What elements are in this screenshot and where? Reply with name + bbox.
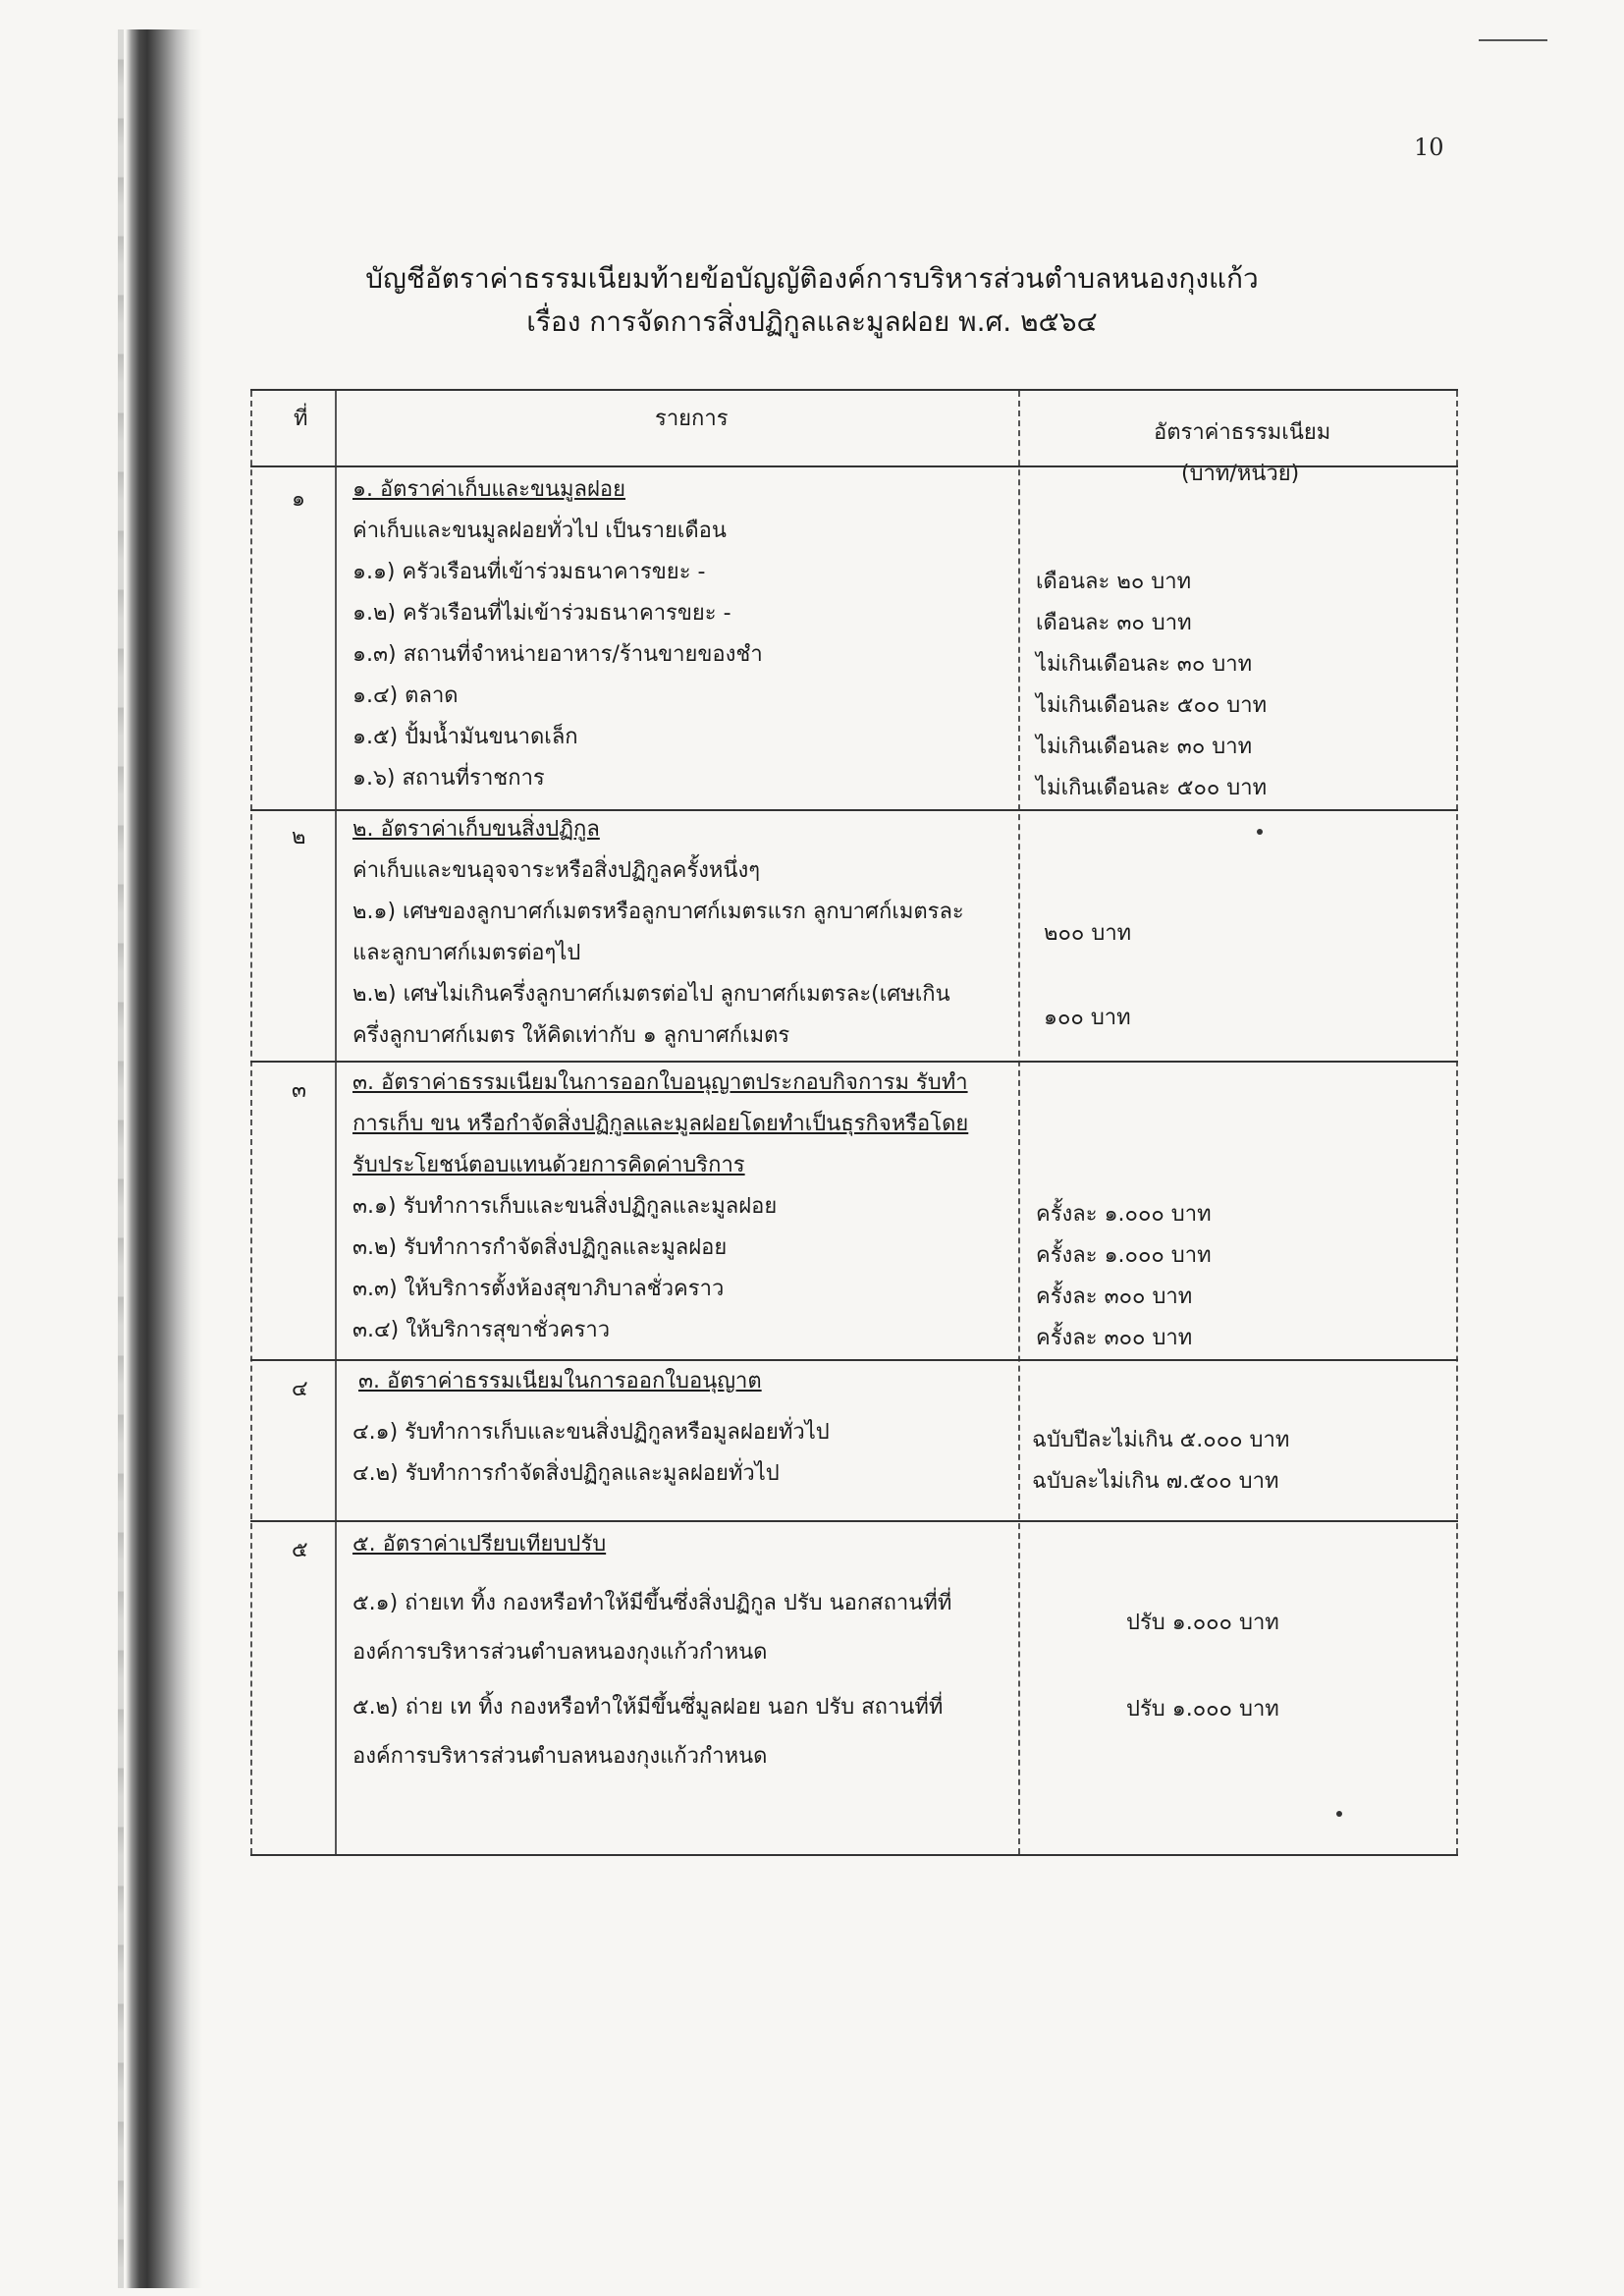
list-item: ๒.๑) เศษของลูกบาศก์เมตรหรือลูกบาศก์เมตรแรก ลูกบาศก์เมตรละ [352, 900, 964, 924]
list-item: ๑.๓) สถานที่จำหน่ายอาหาร/ร้านขายของชำ [352, 642, 763, 667]
list-item: ๔.๒) รับทำการกำจัดสิ่งปฏิกูลและมูลฝอยทั่วไป [352, 1461, 780, 1486]
rate-value: ครั้งละ ๓๐๐ บาท [1036, 1326, 1193, 1350]
page-number: 10 [1414, 134, 1444, 161]
section-title: รับประโยชน์ตอบแทนด้วยการคิดค่าบริการ [352, 1153, 745, 1177]
scan-speck [1336, 1811, 1342, 1817]
section-title: ๓. อัตราค่าธรรมเนียมในการออกใบอนุญาตประกอบกิจการม รับทำ [352, 1070, 968, 1095]
list-item: ๑.๑) ครัวเรือนที่เข้าร่วมธนาคารขยะ - [352, 560, 706, 584]
rate-value: ๑๐๐ บาท [1044, 1006, 1131, 1030]
list-item: ๓.๑) รับทำการเก็บและขนสิ่งปฏิกูลและมูลฝอย [352, 1194, 778, 1219]
rate-value: ครั้งละ ๓๐๐ บาท [1036, 1285, 1193, 1309]
header-item: รายการ [655, 407, 729, 431]
list-item: ๕.๒) ถ่าย เท ทิ้ง กองหรือทำให้มีขึ้นซึ่มูลฝอย นอก ปรับ สถานที่ที่ [352, 1695, 944, 1720]
row-number: ๓ [292, 1078, 307, 1103]
rate-value: ไม่เกินเดือนละ ๕๐๐ บาท [1036, 693, 1268, 718]
rate-value: ปรับ ๑.๐๐๐ บาท [1126, 1611, 1279, 1635]
rate-value: ฉบับปีละไม่เกิน ๕.๐๐๐ บาท [1032, 1428, 1290, 1452]
scan-binding-edge [126, 29, 202, 2288]
column-divider-no [335, 391, 337, 1854]
column-divider-rate [1018, 391, 1020, 1854]
list-item: ๓.๓) ให้บริการตั้งห้องสุขาภิบาลชั่วคราว [352, 1277, 725, 1301]
list-item: ๑.๖) สถานที่ราชการ [352, 766, 545, 791]
document-title: บัญชีอัตราค่าธรรมเนียมท้ายข้อบัญญัติองค์การบริหารส่วนตำบลหนองกุงแก้ว [365, 262, 1259, 295]
row-number: ๒ [292, 825, 306, 849]
table-border-left [250, 391, 252, 1854]
rate-value: ฉบับละไม่เกิน ๗.๕๐๐ บาท [1032, 1469, 1279, 1494]
section-title: ๕. อัตราค่าเปรียบเทียบปรับ [352, 1532, 607, 1557]
table-border-right [1456, 391, 1458, 1854]
list-item: ๑.๕) ปั้มน้ำมันขนาดเล็ก [352, 725, 578, 749]
header-rate-unit: (บาท/หน่วย) [1181, 462, 1300, 486]
section-title: ๑. อัตราค่าเก็บและขนมูลฝอย [352, 477, 626, 502]
list-item: ๓.๒) รับทำการกำจัดสิ่งปฏิกูลและมูลฝอย [352, 1235, 728, 1260]
list-item: องค์การบริหารส่วนตำบลหนองกุงแก้วกำหนด [352, 1744, 768, 1769]
rate-value: ครั้งละ ๑.๐๐๐ บาท [1036, 1202, 1212, 1227]
list-item: ๓.๔) ให้บริการสุขาชั่วคราว [352, 1318, 611, 1342]
list-item: ค่าเก็บและขนอุจจาระหรือสิ่งปฏิกูลครั้งหนึ่งๆ [352, 858, 761, 883]
header-no: ที่ [294, 407, 308, 431]
header-rate: อัตราค่าธรรมเนียม [1154, 420, 1331, 445]
list-item: ครึ่งลูกบาศก์เมตร ให้คิดเท่ากับ ๑ ลูกบาศก์เมตร [352, 1023, 790, 1048]
list-item: ๒.๒) เศษไม่เกินครึ่งลูกบาศก์เมตรต่อไป ลูกบาศก์เมตรละ(เศษเกิน [352, 982, 950, 1007]
document-subtitle: เรื่อง การจัดการสิ่งปฏิกูลและมูลฝอย พ.ศ. ๒๕๖๔ [526, 305, 1098, 338]
scan-mark [1479, 39, 1547, 41]
list-item: และลูกบาศก์เมตรต่อๆไป [352, 941, 581, 965]
header-divider [250, 465, 1458, 467]
list-item: ๔.๑) รับทำการเก็บและขนสิ่งปฏิกูลหรือมูลฝอยทั่วไป [352, 1420, 830, 1445]
row-number: ๑ [292, 487, 305, 512]
row-number: ๔ [292, 1377, 308, 1401]
section-title: ๓. อัตราค่าธรรมเนียมในการออกใบอนุญาต [358, 1369, 762, 1394]
fee-table [250, 389, 1458, 1856]
rate-value: ไม่เกินเดือนละ ๕๐๐ บาท [1036, 776, 1268, 800]
list-item: ค่าเก็บและขนมูลฝอยทั่วไป เป็นรายเดือน [352, 519, 727, 543]
scan-shadow-strip [118, 29, 124, 2288]
rate-value: เดือนละ ๓๐ บาท [1036, 611, 1192, 635]
rate-value: ปรับ ๑.๐๐๐ บาท [1126, 1697, 1279, 1722]
rate-value: เดือนละ ๒๐ บาท [1036, 570, 1192, 594]
list-item: องค์การบริหารส่วนตำบลหนองกุงแก้วกำหนด [352, 1640, 768, 1665]
list-item: ๑.๔) ตลาด [352, 683, 459, 708]
rate-value: ๒๐๐ บาท [1044, 921, 1132, 946]
rate-value: ไม่เกินเดือนละ ๓๐ บาท [1036, 735, 1253, 759]
rate-value: ไม่เกินเดือนละ ๓๐ บาท [1036, 652, 1253, 677]
list-item: ๕.๑) ถ่ายเท ทิ้ง กองหรือทำให้มีขึ้นซึ่งสิ่งปฏิกูล ปรับ นอกสถานที่ที่ [352, 1591, 952, 1615]
section-title: ๒. อัตราค่าเก็บขนสิ่งปฏิกูล [352, 817, 600, 842]
rate-value: ครั้งละ ๑.๐๐๐ บาท [1036, 1243, 1212, 1268]
scan-speck [1257, 829, 1263, 835]
row-number: ๕ [292, 1538, 308, 1562]
section-divider [250, 1520, 1458, 1522]
list-item: ๑.๒) ครัวเรือนที่ไม่เข้าร่วมธนาคารขยะ - [352, 601, 731, 626]
section-title: การเก็บ ขน หรือกำจัดสิ่งปฏิกูลและมูลฝอยโดยทำเป็นธุรกิจหรือโดย [352, 1112, 969, 1136]
